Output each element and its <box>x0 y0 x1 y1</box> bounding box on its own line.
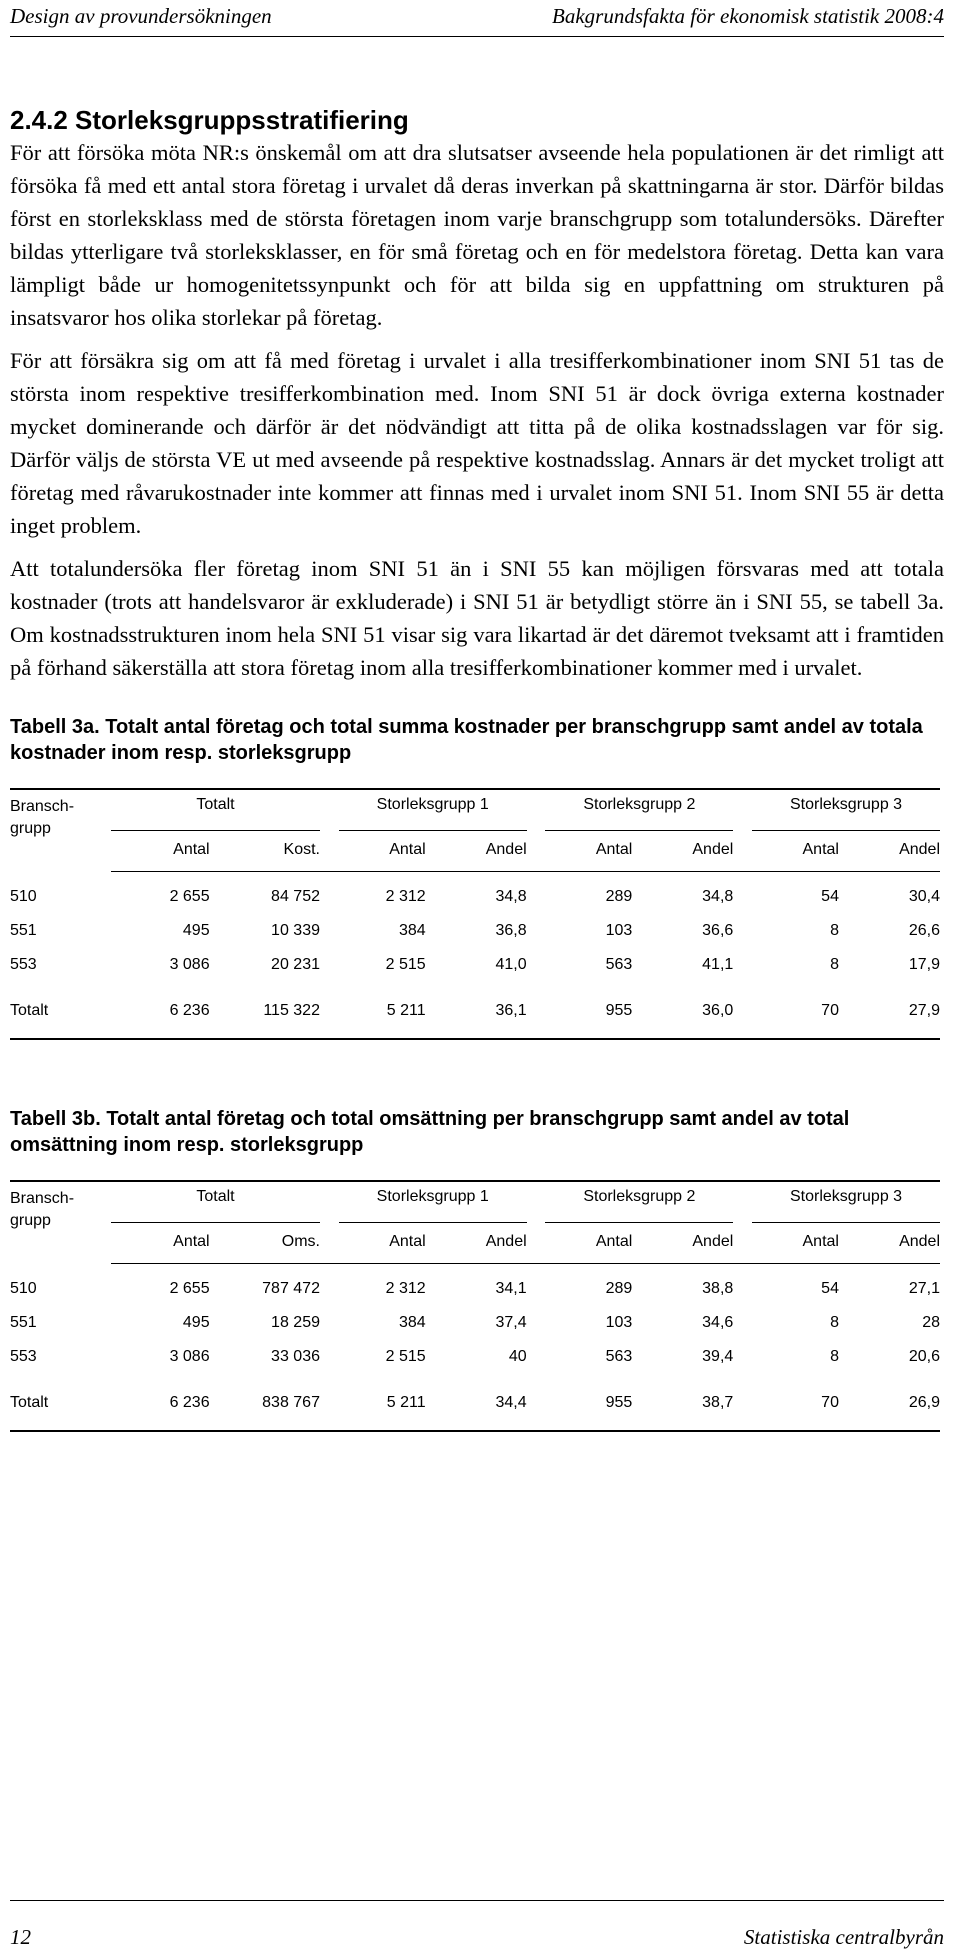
column-header: Andel <box>839 831 940 872</box>
paragraph-1: För att försöka möta NR:s önskemål om att dra slutsatser avseende hela populationen är det rimligt att försöka få med ett antal stora företag i urvalet då deras inverkan på skattningarna är stor. Därför bildas först en storleksklass med de största företagen inom varje branschgrupp som totalundersöks. Därefter bildas ytterligare två storleksklasser, en för små företag och en för medelstora företag. Detta kan vara lämpligt både ur homogenitetssynpunkt och för att bilda sig en uppfattning om strukturen på insatsvaror hos olika storlekar på företag. <box>10 140 944 330</box>
table-cell: 41,1 <box>702 956 734 973</box>
page-number: 12 <box>10 1925 31 1949</box>
table-3b-caption: Tabell 3b. Totalt antal företag och total omsättning per branschgrupp samt andel av total omsättning inom resp. storleksgrupp <box>10 1108 850 1156</box>
page-content <box>10 104 944 1432</box>
table-cell: 563 <box>605 956 633 973</box>
group-header: Storleksgrupp 2 <box>545 789 733 831</box>
column-header: Andel <box>839 1223 940 1264</box>
table-cell: 6 236 <box>111 1390 210 1431</box>
table-cell: 2 312 <box>385 888 426 905</box>
table-cell: 2 655 <box>169 1280 210 1297</box>
group-header: Storleksgrupp 1 <box>339 789 527 831</box>
column-header: Antal <box>752 1223 839 1264</box>
branch-group-label: Bransch-grupp <box>10 1181 111 1264</box>
table-cell: Totalt <box>10 1390 111 1431</box>
table-cell: 34,8 <box>495 888 527 905</box>
table-cell: 41,0 <box>495 956 527 973</box>
table-cell: 8 <box>830 956 839 973</box>
paragraph-2: För att försäkra sig om att få med företag i urvalet i alla tresifferkombinationer inom SNI 51 tas de största inom respektive tresifferkombination med. Inom SNI 51 är dock övriga externa kostnader mycket dominerande och därför är det nödvändigt att titta på de olika kostnadsslagen var för sig. Därför väljs de största VE ut med avseende på respektive kostnadsslag. Annars är det mycket troligt att företag med råvarukostnader inte kommer att finnas med i urvalet inom SNI 51. Inom SNI 55 är detta inget problem. <box>10 348 944 538</box>
table-cell: 553 <box>10 956 37 973</box>
section-heading: 2.4.2 Storleksgruppsstratifiering <box>10 105 409 135</box>
table-cell: 26,6 <box>908 922 940 939</box>
table-row <box>10 1276 940 1310</box>
group-header: Storleksgrupp 2 <box>545 1181 733 1223</box>
column-header: Antal <box>545 1223 632 1264</box>
group-header: Storleksgrupp 3 <box>752 1181 940 1223</box>
table-3a-subheader <box>10 831 940 872</box>
header-publication: Bakgrundsfakta för ekonomisk statistik 2008:4 <box>552 4 944 28</box>
table-cell: 54 <box>821 1280 839 1297</box>
header-title: Design av provundersökningen <box>10 4 272 28</box>
table-cell: 2 515 <box>385 956 426 973</box>
table-cell: 18 259 <box>271 1314 320 1331</box>
table-cell: 551 <box>10 1314 37 1331</box>
table-cell: 34,4 <box>426 1390 527 1431</box>
table-cell: 36,0 <box>632 998 733 1039</box>
table-row <box>10 918 940 952</box>
column-header: Antal <box>339 1223 426 1264</box>
table-cell: 27,1 <box>908 1280 940 1297</box>
table-cell: 8 <box>830 922 839 939</box>
table-cell: 54 <box>821 888 839 905</box>
table-cell: 37,4 <box>495 1314 527 1331</box>
group-header: Storleksgrupp 1 <box>339 1181 527 1223</box>
table-cell: 26,9 <box>839 1390 940 1431</box>
table-cell: 39,4 <box>702 1348 734 1365</box>
column-header: Antal <box>752 831 839 872</box>
table-cell: 84 752 <box>271 888 320 905</box>
table-cell: 36,1 <box>426 998 527 1039</box>
table-cell: 70 <box>752 1390 839 1431</box>
table-cell: 8 <box>830 1348 839 1365</box>
table-cell: 34,6 <box>702 1314 734 1331</box>
table-3b <box>10 1180 940 1432</box>
footer-publisher: Statistiska centralbyrån <box>743 1925 944 1949</box>
table-cell: 510 <box>10 1280 37 1297</box>
paragraph-3: Att totalundersöka fler företag inom SNI 51 än i SNI 55 kan möjligen försvaras med att totala kostnader (trots att handelsvaror är exkluderade) i SNI 51 är betydligt större än i SNI 55, se tabell 3a. Om kostnadsstrukturen inom hela SNI 51 visar sig vara likartad är det däremot tveksamt att i framtiden på förhand säkerställa att stora företag inom alla tresifferkombinationer kommer med i urvalet. <box>10 556 944 680</box>
column-header: Andel <box>632 1223 733 1264</box>
table-cell: 955 <box>545 1390 632 1431</box>
table-cell: 36,8 <box>495 922 527 939</box>
table-cell: 553 <box>10 1348 37 1365</box>
table-row <box>10 884 940 918</box>
table-cell: 384 <box>398 922 426 939</box>
table-cell: 6 236 <box>111 998 210 1039</box>
branch-group-label: Bransch-grupp <box>10 789 111 872</box>
table-3b-subheader <box>10 1223 940 1264</box>
table-cell: 38,8 <box>702 1280 734 1297</box>
column-header: Kost. <box>210 831 320 872</box>
column-header: Oms. <box>210 1223 320 1264</box>
table-cell: 34,1 <box>495 1280 527 1297</box>
table-cell: 27,9 <box>839 998 940 1039</box>
table-cell: 563 <box>605 1348 633 1365</box>
table-cell: 2 515 <box>385 1348 426 1365</box>
column-header: Andel <box>632 831 733 872</box>
table-cell: 103 <box>605 1314 633 1331</box>
table-cell: 3 086 <box>169 1348 210 1365</box>
table-cell: 103 <box>605 922 633 939</box>
page-footer <box>10 1900 944 1960</box>
table-cell: 551 <box>10 922 37 939</box>
table-row <box>10 1310 940 1344</box>
column-header: Antal <box>545 831 632 872</box>
table-3a-group-header <box>10 789 940 831</box>
column-header: Antal <box>111 831 210 872</box>
table-cell: 40 <box>508 1348 527 1365</box>
table-cell: 3 086 <box>169 956 210 973</box>
table-3a <box>10 788 940 1040</box>
page-header <box>10 0 944 37</box>
table-cell: 2 312 <box>385 1280 426 1297</box>
table-cell: 17,9 <box>908 956 940 973</box>
group-header: Storleksgrupp 3 <box>752 789 940 831</box>
table-cell: Totalt <box>10 998 111 1039</box>
table-cell: 838 767 <box>210 1390 320 1431</box>
table-cell: 20 231 <box>271 956 320 973</box>
table-cell: 495 <box>182 1314 210 1331</box>
table-cell: 33 036 <box>271 1348 320 1365</box>
table-3b-group-header <box>10 1181 940 1223</box>
table-cell: 495 <box>182 922 210 939</box>
table-cell: 115 322 <box>210 998 320 1039</box>
table-cell: 384 <box>398 1314 426 1331</box>
table-total-row <box>10 998 940 1039</box>
column-header: Antal <box>339 831 426 872</box>
table-cell: 36,6 <box>702 922 734 939</box>
table-cell: 5 211 <box>339 998 426 1039</box>
table-cell: 289 <box>605 888 633 905</box>
table-cell: 5 211 <box>339 1390 426 1431</box>
table-row <box>10 952 940 986</box>
table-cell: 289 <box>605 1280 633 1297</box>
table-cell: 787 472 <box>262 1280 320 1297</box>
table-cell: 2 655 <box>169 888 210 905</box>
table-cell: 30,4 <box>908 888 940 905</box>
table-cell: 38,7 <box>632 1390 733 1431</box>
table-3a-caption: Tabell 3a. Totalt antal företag och total summa kostnader per branschgrupp samt andel av totala kostnader inom resp. storleksgrupp <box>10 716 923 764</box>
table-cell: 510 <box>10 888 37 905</box>
column-header: Andel <box>426 1223 527 1264</box>
group-header: Totalt <box>111 789 320 831</box>
table-cell: 28 <box>922 1314 940 1331</box>
column-header: Antal <box>111 1223 210 1264</box>
table-cell: 20,6 <box>908 1348 940 1365</box>
table-cell: 10 339 <box>271 922 320 939</box>
table-cell: 34,8 <box>702 888 734 905</box>
column-header: Andel <box>426 831 527 872</box>
table-cell: 70 <box>752 998 839 1039</box>
table-row <box>10 1344 940 1378</box>
table-cell: 955 <box>545 998 632 1039</box>
group-header: Totalt <box>111 1181 320 1223</box>
table-total-row <box>10 1390 940 1431</box>
table-cell: 8 <box>830 1314 839 1331</box>
